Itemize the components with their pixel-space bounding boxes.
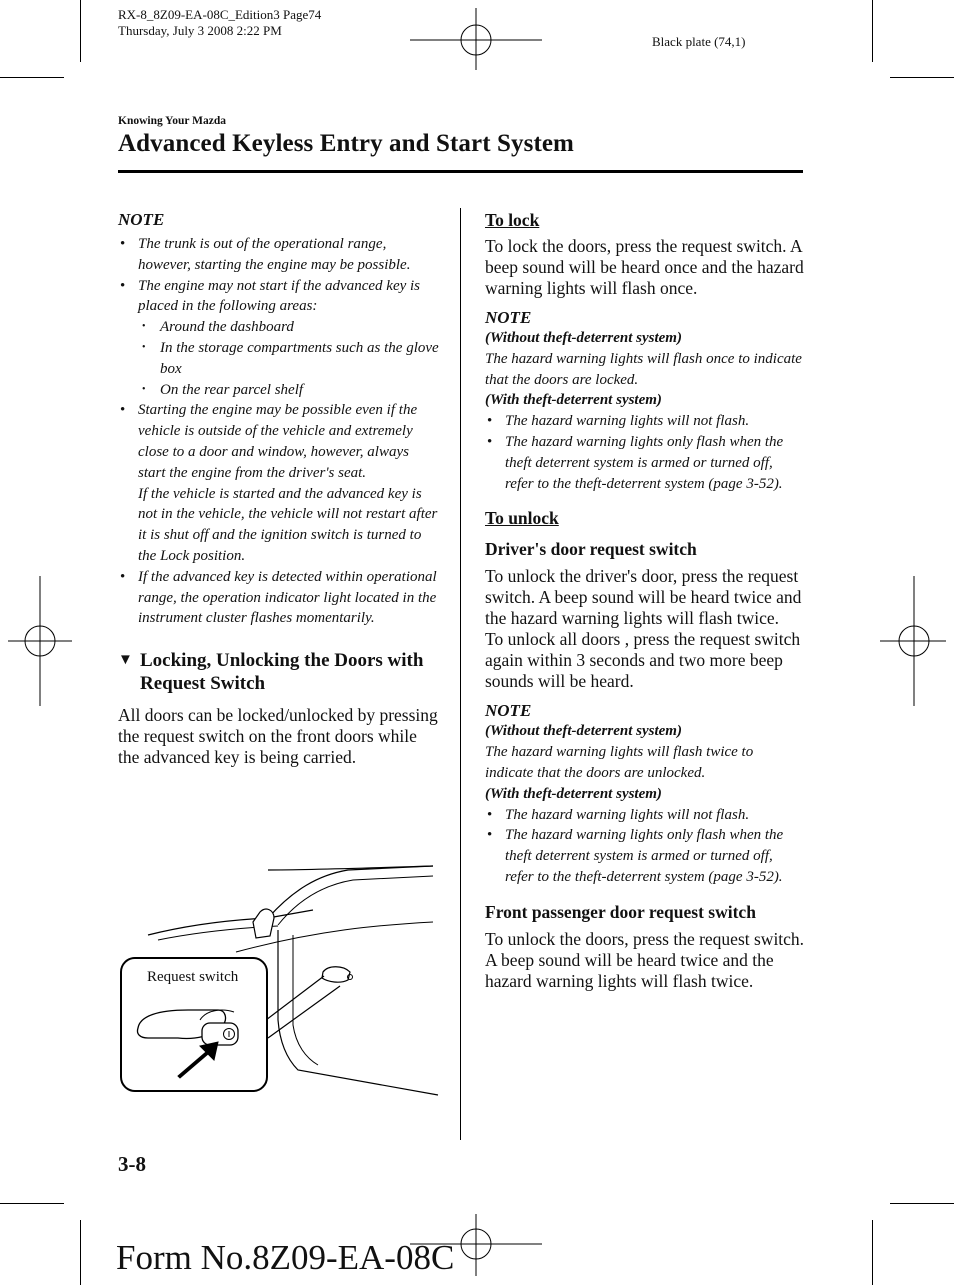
unlock-note-without-heading: (Without theft-deterrent system)	[485, 723, 682, 740]
passenger-door-paragraph: To unlock the doors, press the request switch. A beep sound will be heard twice and the hazard warning lights will flash twice.	[485, 928, 805, 991]
note-bullet-2	[118, 276, 440, 401]
driver-door-paragraph-1: To unlock the driver's door, press the request switch. A beep sound will be heard twice and the hazard warning lights will flash twice.	[485, 566, 802, 629]
registration-mark-right	[880, 576, 954, 706]
driver-door-heading: Driver's door request switch	[485, 539, 697, 560]
note-sub-bullets	[138, 317, 440, 400]
note-bullet-2-text: The engine may not start if the advanced key is placed in the following areas:	[138, 277, 421, 315]
unlock-note-without-text: The hazard warning lights will flash twice to indicate that the doors are unlocked.	[485, 744, 754, 781]
note-bullet-3	[118, 400, 440, 566]
note-bullet-4: • If the advanced key is detected within operational range, the operation indicator light located in the instrument cluster flashes momentarily.	[118, 567, 440, 629]
note-bullets	[118, 234, 440, 629]
registration-mark-left	[0, 576, 72, 706]
unlock-note-title: NOTE	[485, 701, 532, 721]
lock-note-bullets	[485, 411, 805, 494]
form-number: Form No.8Z09-EA-08C	[116, 1238, 455, 1277]
triangle-marker-icon: ▼	[118, 652, 133, 669]
print-job-line1: RX-8_8Z09-EA-08C_Edition3 Page74	[118, 7, 322, 22]
plate-info: Black plate (74,1)	[652, 34, 746, 49]
unlock-note-with-heading: (With theft-deterrent system)	[485, 785, 662, 802]
to-unlock-heading: To unlock	[485, 508, 559, 529]
sub-bullet-2: • In the storage compartments such as the glove box	[138, 338, 440, 380]
print-job-info	[118, 7, 321, 39]
locking-subheading-text: Locking, Unlocking the Doors with Request Switch	[140, 650, 424, 695]
lock-note-bullet-2: • The hazard warning lights only flash when the theft deterrent system is armed or turned off, refer to the theft-deterrent system (page 3-52).	[485, 432, 805, 494]
note-bullet-1: • The trunk is out of the operational range, however, starting the engine may be possible.	[118, 234, 440, 276]
lock-note-without-text: The hazard warning lights will flash once to indicate that the doors are locked.	[485, 350, 802, 388]
page-number: 3-8	[118, 1152, 146, 1176]
section-label: Knowing Your Mazda	[118, 115, 226, 127]
passenger-door-heading: Front passenger door request switch	[485, 901, 756, 922]
request-switch-label: Request switch	[147, 969, 239, 985]
title-rule	[118, 170, 803, 173]
column-divider	[460, 208, 461, 1140]
page-title: Advanced Keyless Entry and Start System	[118, 130, 574, 157]
print-job-line2: Thursday, July 3 2008 2:22 PM	[118, 23, 282, 38]
unlock-note-bullet-1: • The hazard warning lights will not flash.	[485, 805, 805, 826]
driver-door-paragraph-2: To unlock all doors , press the request switch again within 3 seconds and two more beep sounds will be heard.	[485, 629, 801, 692]
to-lock-paragraph: To lock the doors, press the request switch. A beep sound will be heard once and the hazard warning lights will flash once.	[485, 236, 804, 298]
unlock-note-bullet-2: • The hazard warning lights only flash when the theft deterrent system is armed or turned off, refer to the theft-deterrent system (page 3-52).	[485, 825, 805, 887]
unlock-note-bullets	[485, 805, 805, 888]
sub-bullet-1: • Around the dashboard	[138, 317, 440, 338]
to-lock-heading: To lock	[485, 210, 540, 230]
lock-note-title: NOTE	[485, 308, 532, 327]
right-column	[485, 210, 805, 992]
locking-paragraph: All doors can be locked/unlocked by pressing the request switch on the front doors while the advanced key is being carried.	[118, 705, 438, 768]
note-title: NOTE	[118, 210, 165, 229]
sub-bullet-3: • On the rear parcel shelf	[138, 380, 440, 401]
note-bullet-3-text: • Starting the engine may be possible even if the vehicle is outside of the vehicle and extremely close to a door and window, however, always start the engine from the driver's seat.	[138, 402, 418, 481]
lock-note-without-heading: (Without theft-deterrent system)	[485, 330, 682, 346]
request-switch-figure	[118, 860, 440, 1100]
lock-note-with-heading: (With theft-deterrent system)	[485, 392, 662, 409]
lock-note-bullet-1: • The hazard warning lights will not flash.	[485, 411, 805, 432]
locking-subheading	[118, 649, 440, 695]
left-column	[118, 210, 440, 768]
registration-mark-top	[410, 8, 542, 70]
note-bullet-3-cont: If the vehicle is started and the advanced key is not in the vehicle, the vehicle will not restart after it is shut off and the ignition switch is turned to the Lock position.	[138, 485, 438, 564]
